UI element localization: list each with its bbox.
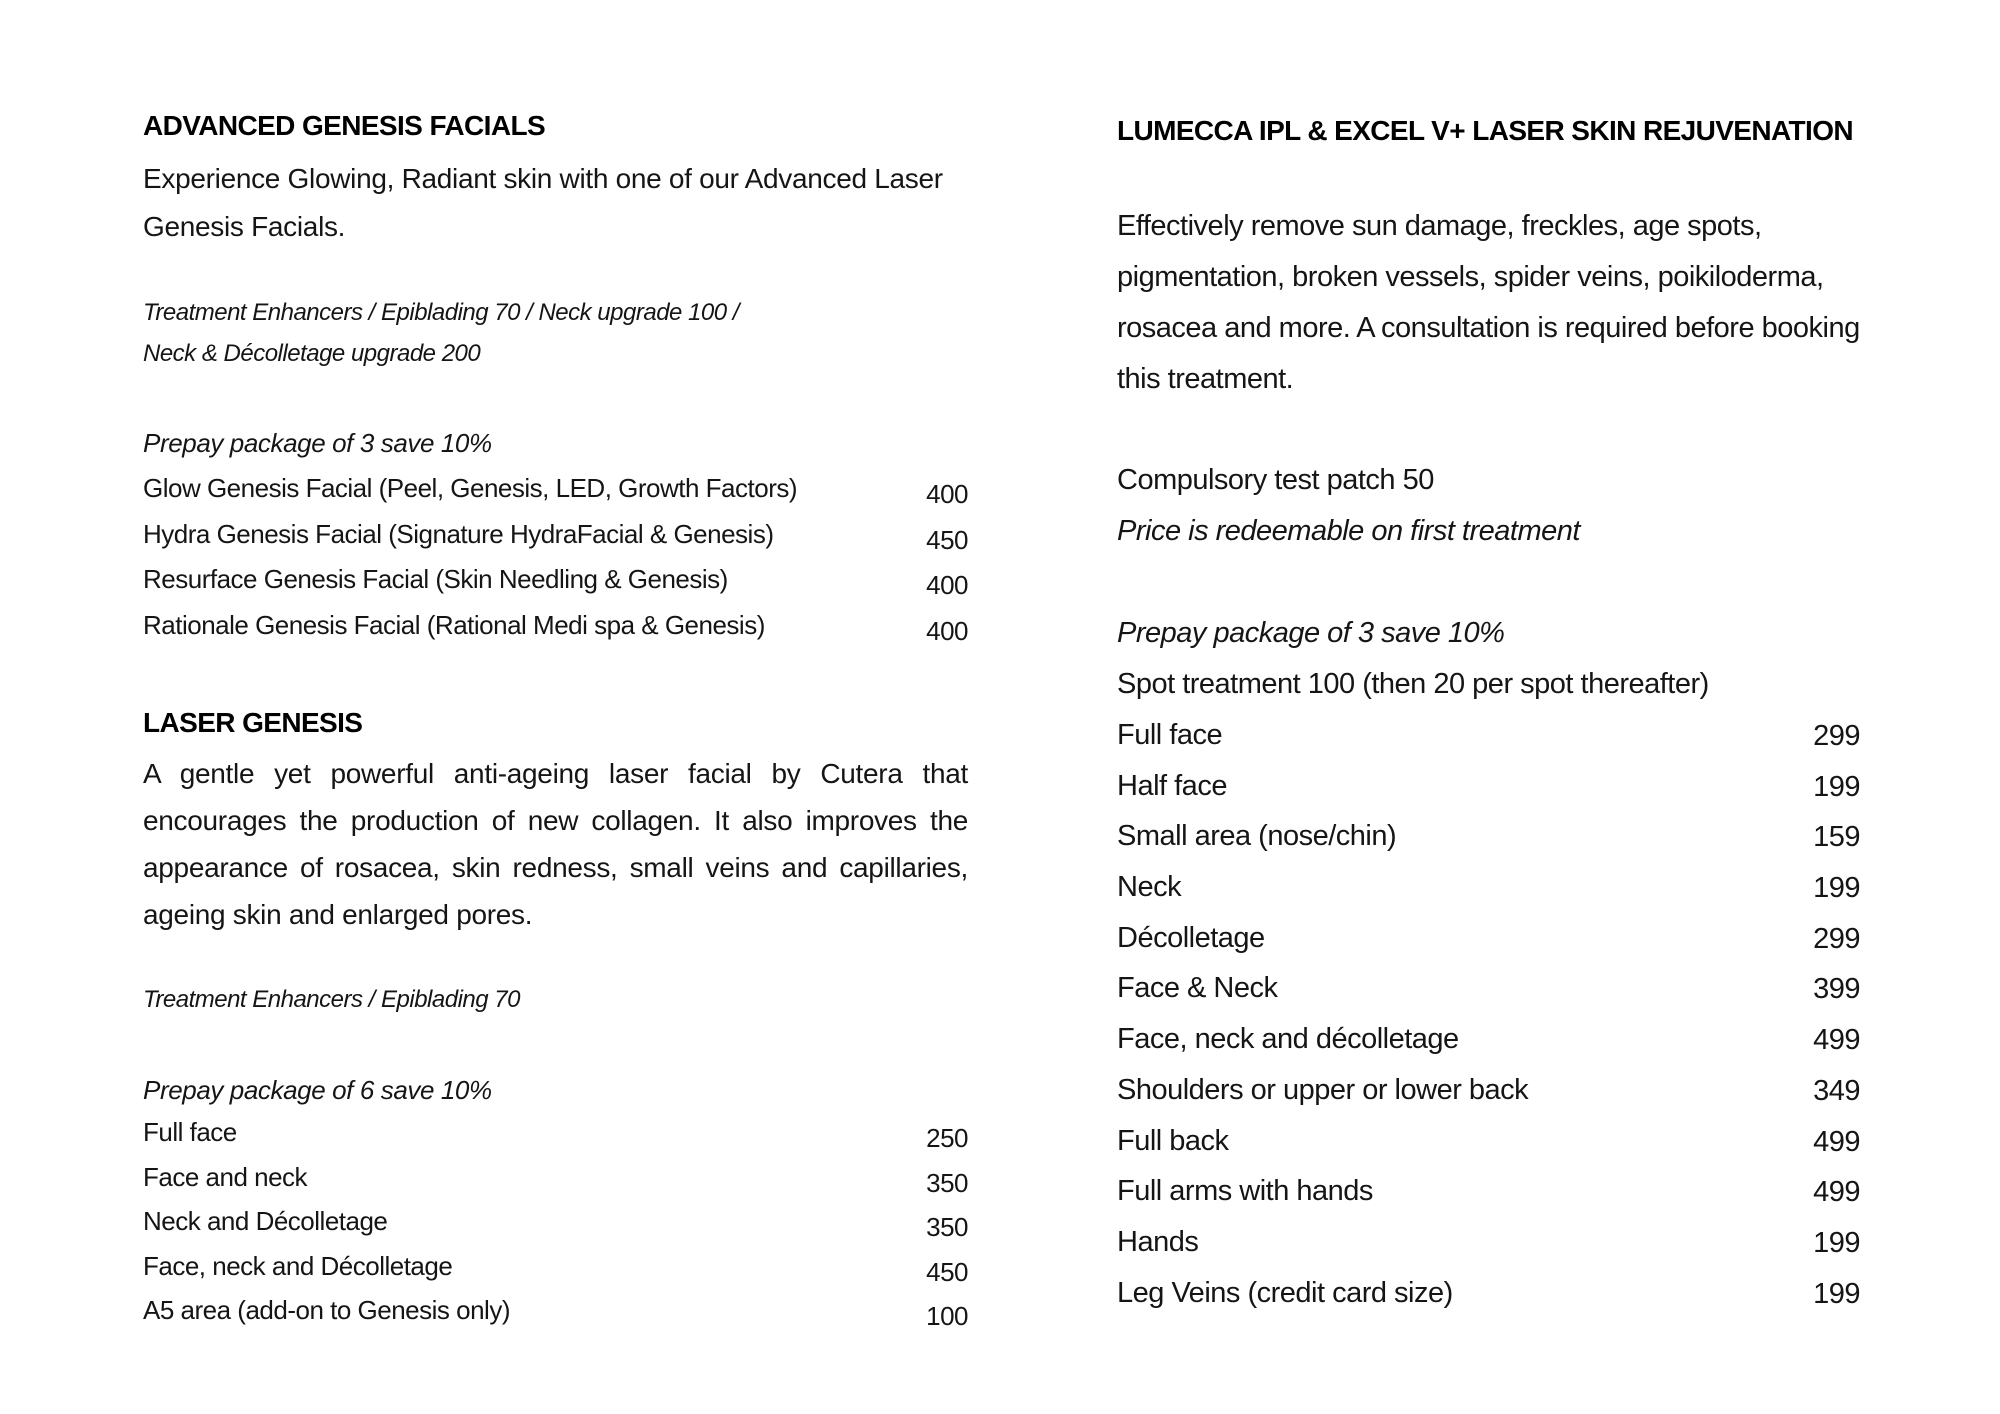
laser-genesis-enhancers: Treatment Enhancers / Epiblading 70	[143, 986, 520, 1013]
price-row	[1117, 1014, 1860, 1065]
treatment-price: 350	[926, 1212, 968, 1242]
treatment-name: Hydra Genesis Facial (Signature HydraFacial & Genesis)	[143, 518, 774, 549]
price-row	[143, 1249, 968, 1294]
treatment-price: 299	[1813, 720, 1860, 752]
lumecca-intro: Effectively remove sun damage, freckles, age spots, pigmentation, broken vessels, spider veins, poikiloderma, rosacea and more. A consultation is required before booking this treatment.	[1117, 210, 1860, 395]
genesis-facials-price-list	[143, 471, 968, 653]
genesis-facials-intro-line2: Genesis Facials.	[143, 211, 346, 242]
treatment-name: Shoulders or upper or lower back	[1117, 1073, 1529, 1106]
lumecca-price-list	[1117, 710, 1860, 1318]
treatment-price: 199	[1813, 872, 1860, 905]
laser-genesis-intro: A gentle yet powerful anti-ageing laser facial by Cutera that encourages the production of new collagen. It also improves the appearance of rosacea, skin redness, small veins and capillaries, ageing skin and enlarged pores.	[143, 758, 968, 930]
treatment-name: Neck	[1117, 871, 1182, 904]
price-row	[1117, 913, 1860, 964]
laser-genesis-price-list	[143, 1115, 968, 1338]
price-row	[143, 1115, 968, 1160]
price-row	[143, 608, 968, 654]
treatment-name: Rationale Genesis Facial (Rational Medi spa & Genesis)	[143, 609, 765, 640]
treatment-name: Face & Neck	[1117, 972, 1278, 1005]
price-row	[1117, 862, 1860, 913]
price-row	[143, 517, 968, 563]
laser-genesis-heading: LASER GENESIS	[143, 707, 363, 738]
price-row	[143, 1204, 968, 1249]
treatment-name: Glow Genesis Facial (Peel, Genesis, LED, Growth Factors)	[143, 473, 798, 503]
treatment-name: Full arms with hands	[1117, 1175, 1373, 1208]
treatment-name: Half face	[1117, 769, 1227, 802]
genesis-facials-enhancers	[143, 292, 739, 374]
treatment-price: 250	[926, 1123, 968, 1153]
treatment-name: Full face	[1117, 719, 1223, 751]
treatment-price: 400	[926, 570, 968, 600]
treatment-price: 499	[1813, 1024, 1860, 1057]
price-row	[1117, 1217, 1860, 1268]
treatment-name: Hands	[1117, 1225, 1199, 1258]
treatment-price: 499	[1813, 1125, 1860, 1158]
treatment-price: 159	[1813, 821, 1860, 854]
treatment-name: Small area (nose/chin)	[1117, 820, 1397, 853]
treatment-price: 199	[1813, 1277, 1860, 1310]
treatment-name: Face, neck and Décolletage	[143, 1250, 453, 1281]
treatment-name: Resurface Genesis Facial (Skin Needling & Genesis)	[143, 564, 728, 594]
price-row	[143, 1293, 968, 1338]
treatment-name: Face, neck and décolletage	[1117, 1023, 1459, 1056]
laser-genesis-prepay: Prepay package of 6 save 10%	[143, 1075, 492, 1105]
treatment-name: Face and neck	[143, 1161, 308, 1192]
price-row	[1117, 1065, 1860, 1116]
price-row	[1117, 1268, 1860, 1319]
genesis-facials-enhancers-line2: Neck & Décolletage upgrade 200	[143, 340, 481, 367]
lumecca-prepay: Prepay package of 3 save 10%	[1117, 617, 1505, 649]
price-row	[143, 1160, 968, 1205]
price-row	[1117, 1166, 1860, 1217]
treatment-price: 350	[926, 1167, 968, 1198]
treatment-price: 400	[926, 615, 968, 646]
treatment-name: Neck and Décolletage	[143, 1206, 388, 1236]
treatment-price: 499	[1813, 1176, 1860, 1209]
price-row	[143, 562, 968, 608]
price-row	[1117, 1116, 1860, 1167]
treatment-price: 450	[926, 1256, 968, 1287]
genesis-facials-prepay: Prepay package of 3 save 10%	[143, 428, 492, 458]
price-row	[1117, 710, 1860, 761]
treatment-price: 199	[1813, 770, 1860, 803]
treatment-name: Leg Veins (credit card size)	[1117, 1276, 1453, 1309]
treatment-name: Full back	[1117, 1124, 1229, 1157]
price-row	[1117, 963, 1860, 1014]
treatment-price: 450	[926, 524, 968, 555]
genesis-facials-intro	[143, 155, 943, 251]
treatment-price: 199	[1813, 1226, 1860, 1259]
lumecca-heading: LUMECCA IPL & EXCEL V+ LASER SKIN REJUVENATION	[1117, 115, 1854, 146]
treatment-price: 100	[926, 1301, 968, 1331]
redeemable-note: Price is redeemable on first treatment	[1117, 515, 1580, 547]
treatment-price: 400	[926, 479, 968, 509]
treatment-name: Full face	[143, 1117, 237, 1147]
treatment-price: 349	[1813, 1074, 1860, 1107]
genesis-facials-intro-line1: Experience Glowing, Radiant skin with one of our Advanced Laser	[143, 163, 943, 194]
treatment-name: Décolletage	[1117, 921, 1265, 954]
genesis-facials-heading: ADVANCED GENESIS FACIALS	[143, 110, 546, 141]
test-patch-note: Compulsory test patch 50	[1117, 464, 1434, 496]
price-row	[143, 471, 968, 517]
treatment-name: A5 area (add-on to Genesis only)	[143, 1295, 510, 1325]
treatment-price: 399	[1813, 973, 1860, 1006]
price-row	[1117, 761, 1860, 812]
spot-treatment-note: Spot treatment 100 (then 20 per spot thereafter)	[1117, 668, 1709, 700]
treatment-price: 299	[1813, 922, 1860, 955]
genesis-facials-enhancers-line1: Treatment Enhancers / Epiblading 70 / Neck upgrade 100 /	[143, 299, 739, 326]
price-row	[1117, 811, 1860, 862]
